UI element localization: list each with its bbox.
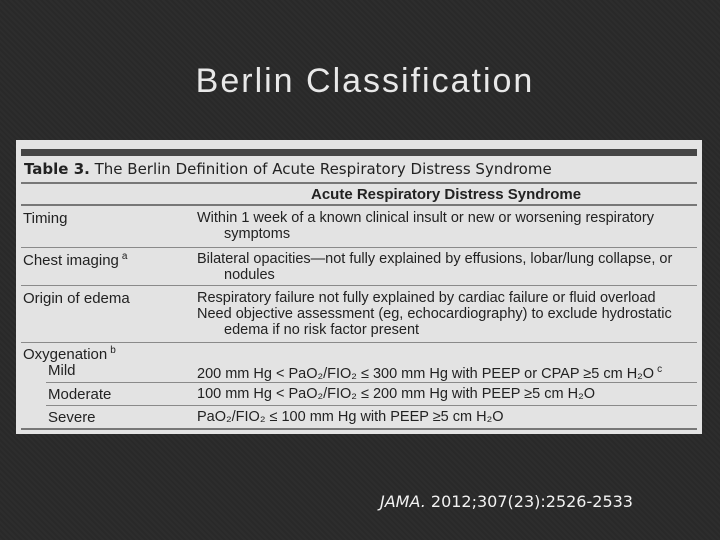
row-divider [21,247,697,248]
value-line: Respiratory failure not fully explained by cardiac failure or fluid overload [197,290,656,306]
row-value-origin-of-edema [197,290,672,338]
label-text: Oxygenation [23,346,108,363]
row-label-moderate: Moderate [48,386,112,403]
row-value-timing [197,210,654,242]
row-value-severe: PaO₂/FIO₂ ≤ 100 mm Hg with PEEP ≥5 cm H₂O [197,409,504,425]
value-line: Within 1 week of a known clinical insult or new or worsening respiratory [197,210,654,226]
header-rule-bottom [21,204,697,206]
row-label-chest-imaging [23,251,127,269]
citation-journal: JAMA. [380,492,426,511]
row-value-moderate: 100 mm Hg < PaO₂/FIO₂ ≤ 200 mm Hg with PEEP ≥5 cm H₂O [197,386,595,402]
column-header: Acute Respiratory Distress Syndrome [311,186,582,203]
row-label-timing: Timing [23,210,68,227]
berlin-definition-table [16,140,702,434]
table-caption-number: Table 3. [24,160,90,178]
value-line: Need objective assessment (eg, echocardiography) to exclude hydrostatic [197,306,672,322]
table-caption-text: The Berlin Definition of Acute Respiratory Distress Syndrome [89,160,552,178]
row-divider [46,405,697,406]
row-divider [21,342,697,343]
row-divider [21,285,697,286]
row-label-severe: Severe [48,409,96,426]
citation-reference: 2012;307(23):2526-2533 [425,492,633,511]
value-line: symptoms [224,226,291,242]
row-value-chest-imaging [197,251,672,283]
table-caption [24,160,552,178]
label-text: Chest imaging [23,252,119,269]
header-rule [21,182,697,184]
footnote-marker: c [657,364,663,375]
table-bottom-rule [21,428,697,430]
value-line: edema if no risk factor present [224,322,420,338]
value-line: nodules [224,267,275,283]
row-value-mild [197,362,662,382]
slide-title: Berlin Classification [195,62,535,100]
footnote-marker: a [121,251,128,262]
row-divider [46,382,697,383]
row-label-origin-of-edema: Origin of edema [23,290,130,307]
row-label-oxygenation [23,345,116,363]
citation [380,492,633,511]
row-label-mild: Mild [48,362,76,379]
value-text: 200 mm Hg < PaO₂/FIO₂ ≤ 300 mm Hg with PEEP or CPAP ≥5 cm H₂O [197,365,655,382]
value-line: Bilateral opacities—not fully explained by effusions, lobar/lung collapse, or [197,251,673,267]
table-top-bar [21,149,697,156]
footnote-marker: b [110,345,116,356]
